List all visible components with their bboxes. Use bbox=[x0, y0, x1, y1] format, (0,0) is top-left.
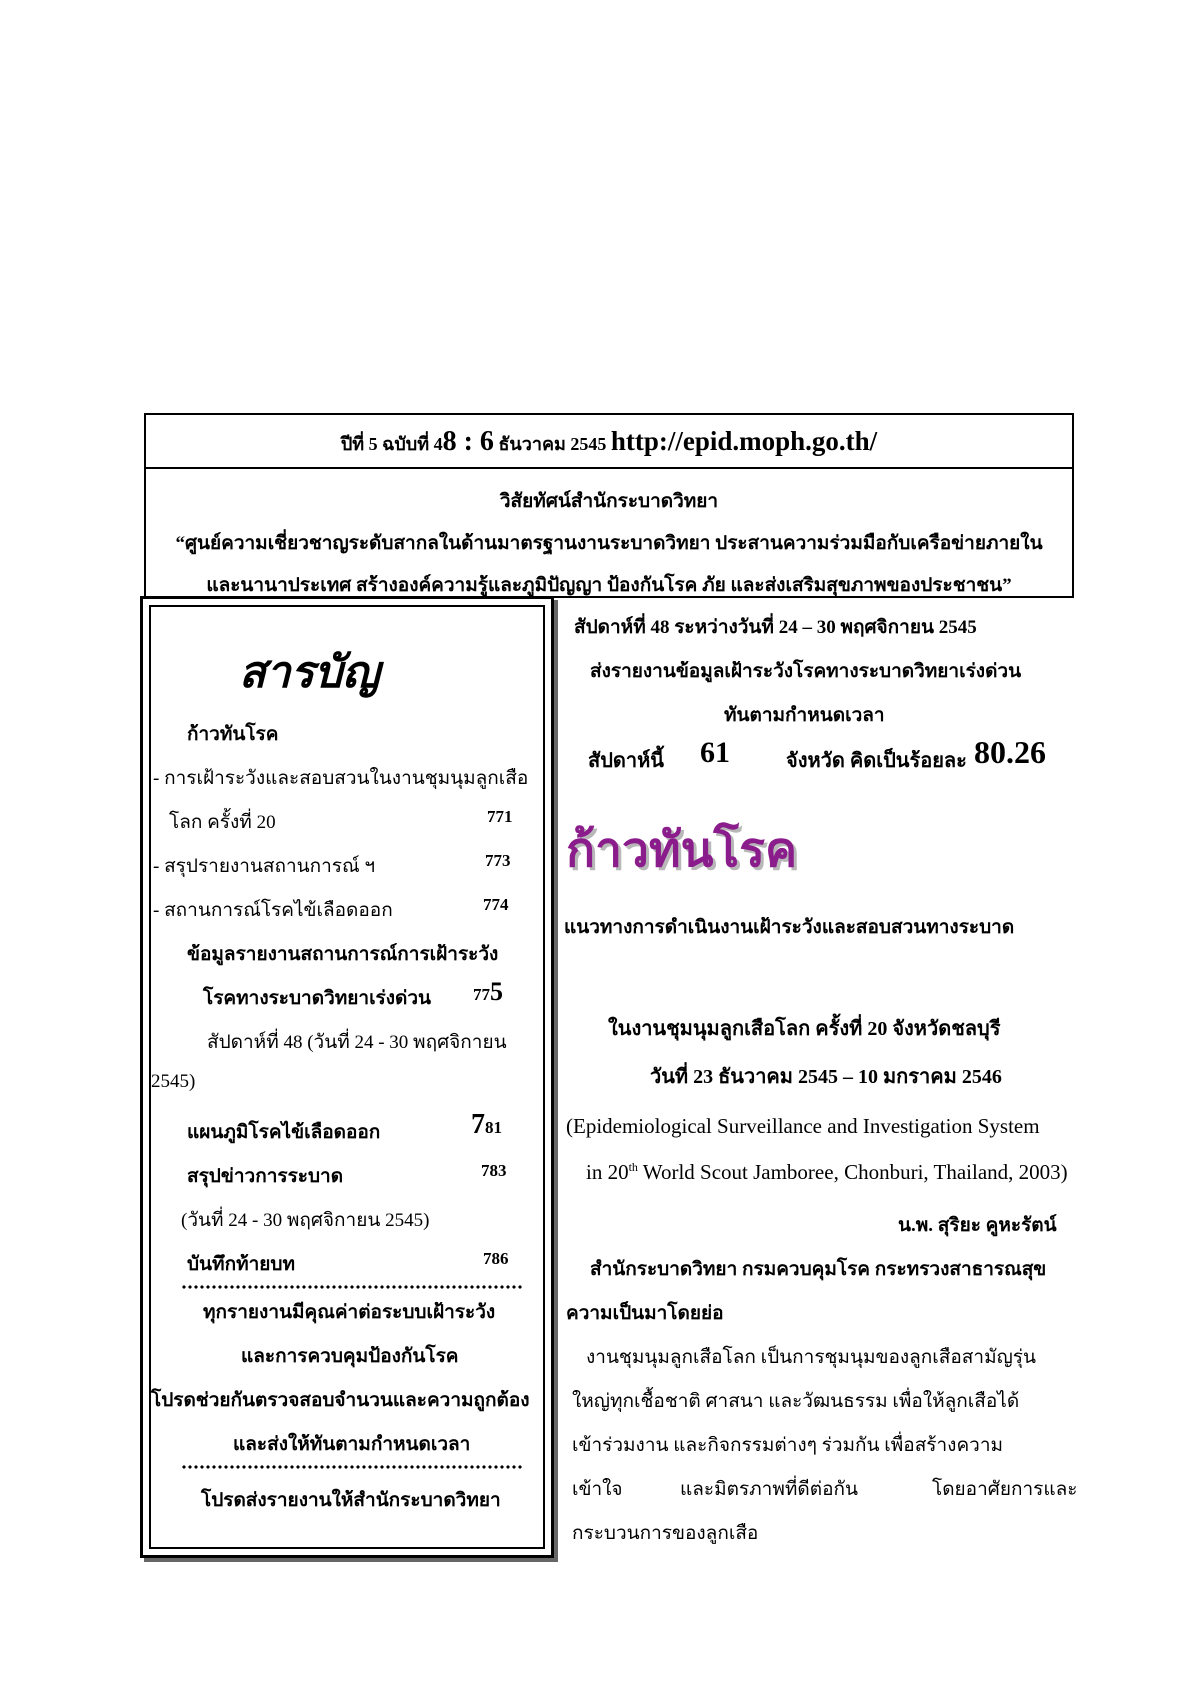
body-text: งานชุมนุมลูกเสือโลก เป็นการชุมนุมของลูกเสือสามัญรุ่น bbox=[586, 1347, 1036, 1368]
body-text: เข้าใจ bbox=[572, 1479, 623, 1500]
table-of-contents bbox=[140, 596, 554, 1558]
toc-note: ทุกรายงานมีคุณค่าต่อระบบเฝ้าระวัง bbox=[203, 1302, 496, 1323]
toc-section-heading-cont: โรคทางระบาดวิทยาเร่งด่วน bbox=[203, 988, 432, 1009]
report-line-2: ทันตามกำหนดเวลา bbox=[724, 705, 885, 726]
vision-title: วิสัยทัศน์สำนักระบาดวิทยา bbox=[499, 491, 719, 512]
toc-item-1: - การเฝ้าระวังและสอบสวนในงานชุมนุมลูกเสือ bbox=[153, 768, 529, 789]
english-title-cont: in 20th World Scout Jamboree, Chonburi, Thailand, 2003) bbox=[586, 1160, 1068, 1184]
issue-header bbox=[144, 413, 1074, 469]
vision-box bbox=[144, 467, 1074, 598]
issue-number: 8 : 6 bbox=[442, 426, 494, 457]
toc-page-number: 773 bbox=[485, 851, 511, 870]
body-text: โดยอาศัยการและ bbox=[932, 1479, 1078, 1500]
background-heading: ความเป็นมาโดยย่อ bbox=[566, 1303, 724, 1324]
toc-page-number: 781 bbox=[471, 1109, 502, 1140]
percent-value: 80.26 bbox=[974, 734, 1046, 770]
section-brand-title: ก้าวทันโรค bbox=[566, 822, 798, 878]
toc-page-number: 771 bbox=[487, 807, 513, 826]
toc-page-number: 775 bbox=[473, 977, 503, 1006]
body-text: เข้าร่วมงาน และกิจกรรมต่างๆ ร่วมกัน เพื่อสร้างความ bbox=[572, 1435, 1004, 1456]
toc-section-heading: ข้อมูลรายงานสถานการณ์การเฝ้าระวัง bbox=[187, 944, 499, 965]
toc-note: โปรดส่งรายงานให้สำนักระบาดวิทยา bbox=[201, 1490, 501, 1511]
toc-item-3: - สถานการณ์โรคไข้เลือดออก bbox=[153, 900, 393, 921]
article-date: วันที่ 23 ธันวาคม 2545 – 10 มกราคม 2546 bbox=[650, 1066, 1002, 1088]
site-url[interactable]: http://epid.moph.go.th/ bbox=[610, 426, 878, 456]
article-title: แนวทางการดำเนินงานเฝ้าระวังและสอบสวนทางระบาด bbox=[564, 917, 1015, 938]
toc-section-heading: บันทึกท้ายบท bbox=[187, 1254, 295, 1275]
toc-note: และการควบคุมป้องกันโรค bbox=[241, 1346, 459, 1367]
province-count: 61 bbox=[700, 736, 730, 769]
toc-item-2: - สรุปรายงานสถานการณ์ ฯ bbox=[153, 856, 376, 877]
toc-section-heading: แผนภูมิโรคไข้เลือดออก bbox=[187, 1122, 381, 1143]
body-text: และมิตรภาพที่ดีต่อกัน bbox=[680, 1479, 858, 1500]
dotted-divider bbox=[181, 1285, 523, 1289]
affiliation: สำนักระบาดวิทยา กรมควบคุมโรค กระทรวงสาธารณสุข bbox=[590, 1259, 1047, 1280]
article-title: ในงานชุมนุมลูกเสือโลก ครั้งที่ 20 จังหวัดชลบุรี bbox=[608, 1018, 1001, 1040]
report-line-1: ส่งรายงานข้อมูลเฝ้าระวังโรคทางระบาดวิทยาเร่งด่วน bbox=[590, 661, 1022, 682]
author: น.พ. สุริยะ คูหะรัตน์ bbox=[898, 1215, 1057, 1236]
vision-line-2: และนานาประเทศ สร้างองค์ความรู้และภูมิปัญญา ป้องกันโรค ภัย และส่งเสริมสุขภาพของประชาชน” bbox=[206, 575, 1012, 596]
province-label: จังหวัด คิดเป็นร้อยละ bbox=[786, 750, 967, 772]
dotted-divider bbox=[181, 1465, 523, 1469]
toc-week-year: 2545) bbox=[151, 1071, 196, 1092]
vision-line-1: “ศูนย์ความเชี่ยวชาญระดับสากลในด้านมาตรฐานงานระบาดวิทยา ประสานความร่วมมือกับเครือข่ายภายใน bbox=[175, 533, 1043, 554]
body-text: ใหญ่ทุกเชื้อชาติ ศาสนา และวัฒนธรรม เพื่อให้ลูกเสือได้ bbox=[572, 1391, 1020, 1412]
body-text: กระบวนการของลูกเสือ bbox=[572, 1523, 759, 1544]
issue-date: ธันวาคม 2545 bbox=[493, 434, 611, 454]
toc-item-1-cont: โลก ครั้งที่ 20 bbox=[169, 812, 276, 833]
toc-page-number: 774 bbox=[483, 895, 509, 914]
toc-section-heading: สรุปข่าวการระบาด bbox=[187, 1166, 344, 1187]
toc-title: สารบัญ bbox=[239, 647, 380, 698]
toc-date-range: (วันที่ 24 - 30 พฤศจิกายน 2545) bbox=[181, 1210, 430, 1231]
week-line: สัปดาห์ที่ 48 ระหว่างวันที่ 24 – 30 พฤศจิกายน 2545 bbox=[574, 617, 977, 638]
toc-section-heading: ก้าวทันโรค bbox=[187, 724, 279, 745]
toc-note: และส่งให้ทันตามกำหนดเวลา bbox=[233, 1434, 471, 1455]
english-title: (Epidemiological Surveillance and Investigation System bbox=[566, 1114, 1040, 1138]
toc-page-number: 786 bbox=[483, 1249, 509, 1268]
this-week-label: สัปดาห์นี้ bbox=[588, 750, 664, 772]
toc-week-range: สัปดาห์ที่ 48 (วันที่ 24 - 30 พฤศจิกายน bbox=[207, 1032, 507, 1053]
toc-note: โปรดช่วยกันตรวจสอบจำนวนและความถูกต้อง bbox=[151, 1390, 530, 1411]
toc-page-number: 783 bbox=[481, 1161, 507, 1180]
issue-prefix: ปีที่ 5 ฉบับที่ 4 bbox=[340, 434, 443, 454]
